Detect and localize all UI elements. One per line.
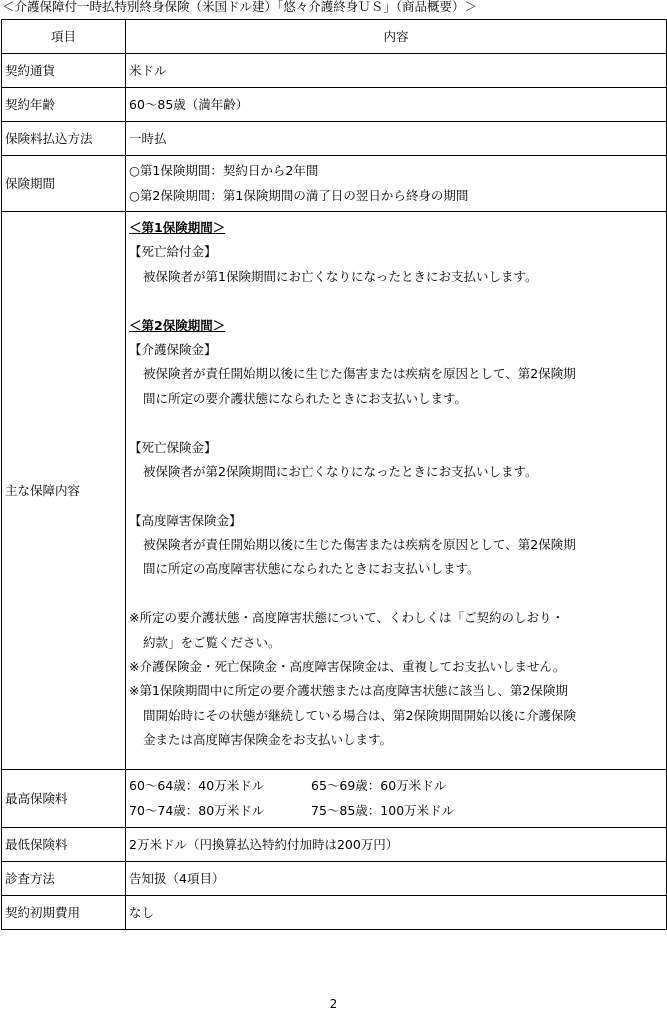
value-period — [126, 156, 667, 212]
label-period: 保険期間 — [2, 156, 126, 212]
row-initial-cost — [2, 896, 667, 930]
note-1-line-1: ※所定の要介護状態・高度障害状態について、くわしくは「ご契約のしおり・ — [129, 610, 564, 626]
period2-disability-text-1: 被保険者が責任開始期以後に生じた傷害または疾病を原因として、第2保険期 — [143, 537, 576, 553]
period1-death-title: 【死亡給付金】 — [129, 244, 217, 260]
period2-death-title: 【死亡保険金】 — [129, 439, 217, 455]
label-max-premium: 最高保険料 — [2, 770, 126, 828]
product-summary-table — [1, 19, 667, 930]
max-premium-row-2 — [129, 799, 666, 823]
label-min-premium: 最低保険料 — [2, 828, 126, 862]
row-payment — [2, 122, 667, 156]
row-min-premium — [2, 828, 667, 862]
spacer — [129, 484, 666, 508]
value-underwriting: 告知扱（4項目） — [126, 862, 667, 896]
value-min-premium: 2万米ドル（円換算払込特約付加時は200万円） — [126, 828, 667, 862]
note-3-line-1: ※第1保険期間中に所定の要介護状態または高度障害状態に該当し、第2保険期 — [129, 683, 568, 699]
period1-death-text: 被保険者が第1保険期間にお亡くなりになったときにお支払いします。 — [143, 268, 538, 284]
period2-disability-title: 【高度障害保険金】 — [129, 512, 242, 528]
max-premium-row-1 — [129, 774, 666, 798]
spacer — [129, 411, 666, 435]
row-underwriting — [2, 862, 667, 896]
label-currency: 契約通貨 — [2, 54, 126, 88]
value-max-premium — [126, 770, 667, 828]
period2-care-title: 【介護保険金】 — [129, 341, 217, 357]
max-premium-65-69: 65～69歳：60万米ドル — [311, 778, 447, 794]
period2-care-text-1: 被保険者が責任開始期以後に生じた傷害または疾病を原因として、第2保険期 — [143, 366, 576, 382]
period2-heading: ＜第2保険期間＞ — [129, 317, 226, 333]
period1-heading: ＜第1保険期間＞ — [129, 220, 226, 235]
document-title: ＜介護保障付一時払特別終身保険（米国ドル建）「悠々介護終身ＵＳ」（商品概要）＞ — [2, 0, 478, 14]
note-3-line-3: 金または高度障害保険金をお支払いします。 — [143, 732, 393, 748]
label-payment: 保険料払込方法 — [2, 122, 126, 156]
row-currency — [2, 54, 667, 88]
period-line-2: ○第2保険期間：第1保険期間の満了日の翌日から終身の期間 — [129, 187, 469, 203]
row-coverage — [2, 212, 667, 770]
label-underwriting: 診査方法 — [2, 862, 126, 896]
spacer — [129, 289, 666, 313]
note-1-line-2: 約款」をご覧ください。 — [143, 634, 281, 650]
period2-care-text-2: 間に所定の要介護状態になられたときにお支払いします。 — [143, 390, 468, 406]
note-2: ※介護保険金・死亡保険金・高度障害保険金は、重複してお支払いしません。 — [129, 659, 566, 675]
period-line-1: ○第1保険期間：契約日から2年間 — [129, 163, 319, 179]
label-age: 契約年齢 — [2, 88, 126, 122]
period2-disability-text-2: 間に所定の高度障害状態になられたときにお支払いします。 — [143, 561, 480, 577]
value-age: 60～85歳（満年齢） — [126, 88, 667, 122]
row-age — [2, 88, 667, 122]
note-3-line-2: 間開始時にその状態が継続している場合は、第2保険期間開始以後に介護保険 — [143, 707, 576, 723]
max-premium-70-74: 70～74歳：80万米ドル — [129, 802, 265, 818]
period2-death-text: 被保険者が第2保険期間にお亡くなりになったときにお支払いします。 — [143, 463, 538, 479]
max-premium-60-64: 60～64歳：40万米ドル — [129, 778, 265, 794]
header-item: 項目 — [2, 20, 126, 54]
header-content: 内容 — [126, 20, 667, 54]
row-max-premium — [2, 770, 667, 828]
page-number: 2 — [329, 997, 338, 1011]
value-initial-cost: なし — [126, 896, 667, 930]
table-header-row — [2, 20, 667, 54]
row-period — [2, 156, 667, 212]
label-initial-cost: 契約初期費用 — [2, 896, 126, 930]
value-currency: 米ドル — [126, 54, 667, 88]
spacer — [129, 582, 666, 606]
label-coverage: 主な保障内容 — [2, 212, 126, 770]
value-coverage — [126, 212, 667, 770]
value-payment: 一時払 — [126, 122, 667, 156]
max-premium-75-85: 75～85歳：100万米ドル — [311, 802, 455, 818]
